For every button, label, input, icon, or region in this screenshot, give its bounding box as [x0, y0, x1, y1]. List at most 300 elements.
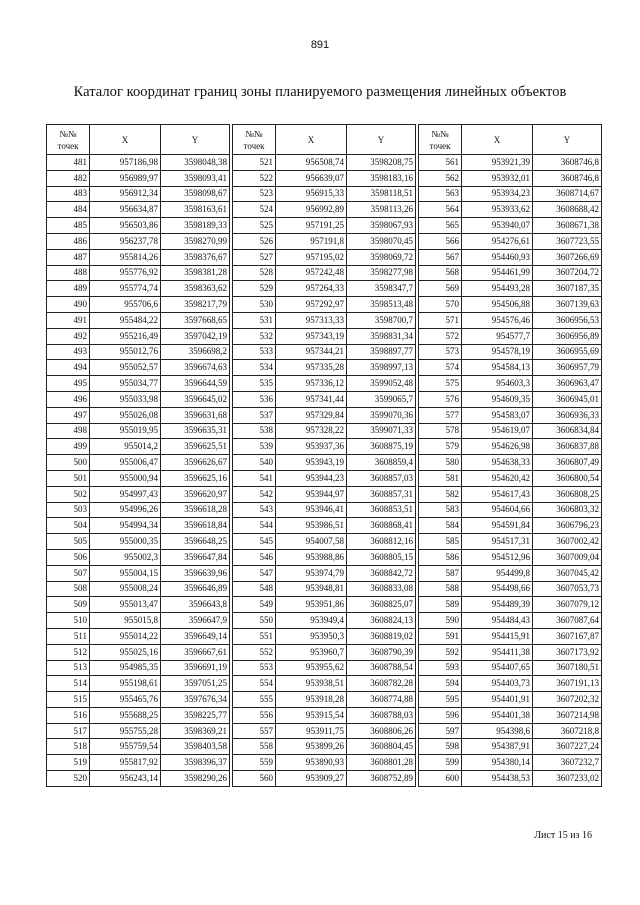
- table-row: [419, 455, 602, 471]
- point-number-cell: 511: [47, 628, 90, 644]
- point-number-cell: 562: [419, 170, 462, 186]
- table-row: [233, 202, 416, 218]
- y-coordinate-cell: 3607214,98: [533, 707, 602, 723]
- point-number-header: №№ точек: [47, 125, 90, 155]
- y-coordinate-cell: 3598376,67: [161, 249, 230, 265]
- table-header-row: [47, 125, 230, 155]
- x-coordinate-cell: 955817,92: [90, 755, 161, 771]
- x-coordinate-cell: 954994,34: [90, 518, 161, 534]
- y-coordinate-cell: 3596639,96: [161, 565, 230, 581]
- y-coordinate-cell: 3596618,84: [161, 518, 230, 534]
- point-number-cell: 526: [233, 233, 276, 249]
- y-coordinate-cell: 3607232,7: [533, 755, 602, 771]
- table-row: [233, 233, 416, 249]
- point-number-cell: 580: [419, 455, 462, 471]
- table-row: [419, 534, 602, 550]
- table-row: [233, 581, 416, 597]
- table-row: [47, 202, 230, 218]
- point-number-cell: 531: [233, 312, 276, 328]
- y-coordinate-cell: 3607266,69: [533, 249, 602, 265]
- table-row: [47, 707, 230, 723]
- table-row: [47, 423, 230, 439]
- point-number-cell: 589: [419, 597, 462, 613]
- table-row: [47, 518, 230, 534]
- coordinates-table-2: [232, 124, 416, 787]
- x-coordinate-cell: 957191,8: [276, 233, 347, 249]
- table-row: [47, 265, 230, 281]
- x-coordinate-cell: 955026,08: [90, 407, 161, 423]
- point-number-cell: 564: [419, 202, 462, 218]
- y-coordinate-cell: 3598270,99: [161, 233, 230, 249]
- point-number-cell: 579: [419, 439, 462, 455]
- point-number-cell: 497: [47, 407, 90, 423]
- x-coordinate-cell: 957343,19: [276, 328, 347, 344]
- x-coordinate-cell: 956508,74: [276, 155, 347, 171]
- x-coordinate-cell: 955014,2: [90, 439, 161, 455]
- x-coordinate-cell: 955776,92: [90, 265, 161, 281]
- y-coordinate-cell: 3598048,38: [161, 155, 230, 171]
- table-row: [233, 360, 416, 376]
- point-number-cell: 509: [47, 597, 90, 613]
- table-row: [233, 755, 416, 771]
- x-coordinate-cell: 954578,19: [462, 344, 533, 360]
- point-number-cell: 501: [47, 470, 90, 486]
- point-number-cell: 597: [419, 723, 462, 739]
- x-coordinate-cell: 957313,33: [276, 312, 347, 328]
- y-coordinate-cell: 3598513,48: [347, 297, 416, 313]
- y-coordinate-cell: 3596667,61: [161, 644, 230, 660]
- table-row: [419, 186, 602, 202]
- x-coordinate-cell: 956237,78: [90, 233, 161, 249]
- y-coordinate-cell: 3596648,25: [161, 534, 230, 550]
- point-number-cell: 575: [419, 376, 462, 392]
- table-row: [419, 676, 602, 692]
- x-coordinate-cell: 954638,33: [462, 455, 533, 471]
- point-number-cell: 530: [233, 297, 276, 313]
- y-coordinate-cell: 3596644,59: [161, 376, 230, 392]
- y-coordinate-cell: 3598831,34: [347, 328, 416, 344]
- table-row: [419, 707, 602, 723]
- table-row: [419, 581, 602, 597]
- x-coordinate-cell: 955013,47: [90, 597, 161, 613]
- table-row: [419, 297, 602, 313]
- point-number-cell: 591: [419, 628, 462, 644]
- table-row: [233, 376, 416, 392]
- point-number-cell: 481: [47, 155, 90, 171]
- table-row: [47, 644, 230, 660]
- y-coordinate-cell: 3607139,63: [533, 297, 602, 313]
- y-coordinate-cell: 3607053,73: [533, 581, 602, 597]
- x-coordinate-cell: 956243,14: [90, 771, 161, 787]
- point-number-cell: 560: [233, 771, 276, 787]
- y-coordinate-cell: 3608825,07: [347, 597, 416, 613]
- x-coordinate-cell: 954499,8: [462, 565, 533, 581]
- x-coordinate-cell: 954498,66: [462, 581, 533, 597]
- point-number-cell: 490: [47, 297, 90, 313]
- x-coordinate-cell: 954401,91: [462, 692, 533, 708]
- point-number-cell: 496: [47, 391, 90, 407]
- y-coordinate-cell: 3596635,31: [161, 423, 230, 439]
- y-coordinate-cell: 3596626,67: [161, 455, 230, 471]
- y-coordinate-cell: 3607204,72: [533, 265, 602, 281]
- x-coordinate-cell: 956639,07: [276, 170, 347, 186]
- point-number-cell: 582: [419, 486, 462, 502]
- x-coordinate-cell: 953909,27: [276, 771, 347, 787]
- point-number-cell: 559: [233, 755, 276, 771]
- table-row: [419, 439, 602, 455]
- point-number-cell: 537: [233, 407, 276, 423]
- y-coordinate-cell: 3598208,75: [347, 155, 416, 171]
- table-row: [233, 676, 416, 692]
- table-row: [47, 155, 230, 171]
- table-row: [419, 407, 602, 423]
- x-coordinate-cell: 957292,97: [276, 297, 347, 313]
- table-row: [419, 360, 602, 376]
- x-coordinate-cell: 954577,7: [462, 328, 533, 344]
- point-number-cell: 487: [47, 249, 90, 265]
- y-coordinate-cell: 3599071,33: [347, 423, 416, 439]
- point-number-cell: 489: [47, 281, 90, 297]
- sheet-info: Лист 15 из 16: [534, 830, 592, 841]
- y-coordinate-cell: 3608859,4: [347, 455, 416, 471]
- point-number-cell: 516: [47, 707, 90, 723]
- point-number-cell: 547: [233, 565, 276, 581]
- point-number-cell: 499: [47, 439, 90, 455]
- table-row: [47, 534, 230, 550]
- x-coordinate-cell: 957191,25: [276, 218, 347, 234]
- point-number-cell: 484: [47, 202, 90, 218]
- x-coordinate-cell: 954411,38: [462, 644, 533, 660]
- point-number-cell: 590: [419, 613, 462, 629]
- x-coordinate-cell: 953918,28: [276, 692, 347, 708]
- table-row: [419, 233, 602, 249]
- table-row: [233, 644, 416, 660]
- x-coordinate-cell: 954380,14: [462, 755, 533, 771]
- x-coordinate-cell: 956503,86: [90, 218, 161, 234]
- y-coordinate-cell: 3608746,8: [533, 155, 602, 171]
- y-coordinate-cell: 3606796,23: [533, 518, 602, 534]
- table-row: [419, 692, 602, 708]
- point-number-cell: 551: [233, 628, 276, 644]
- point-number-cell: 510: [47, 613, 90, 629]
- x-coordinate-cell: 955025,16: [90, 644, 161, 660]
- x-coordinate-cell: 954617,43: [462, 486, 533, 502]
- y-coordinate-cell: 3598217,79: [161, 297, 230, 313]
- table-row: [47, 660, 230, 676]
- table-row: [233, 170, 416, 186]
- y-coordinate-cell: 3598381,28: [161, 265, 230, 281]
- point-number-cell: 534: [233, 360, 276, 376]
- x-coordinate-cell: 955052,57: [90, 360, 161, 376]
- table-row: [419, 376, 602, 392]
- table-row: [419, 328, 602, 344]
- y-coordinate-cell: 3598347,7: [347, 281, 416, 297]
- y-coordinate-cell: 3598225,77: [161, 707, 230, 723]
- y-coordinate-cell: 3607173,92: [533, 644, 602, 660]
- x-coordinate-cell: 955814,26: [90, 249, 161, 265]
- x-coordinate-cell: 954517,31: [462, 534, 533, 550]
- x-coordinate-cell: 955198,61: [90, 676, 161, 692]
- y-coordinate-cell: 3598163,61: [161, 202, 230, 218]
- table-row: [47, 486, 230, 502]
- y-coordinate-cell: 3607045,42: [533, 565, 602, 581]
- table-row: [47, 312, 230, 328]
- table-row: [419, 249, 602, 265]
- table-row: [47, 470, 230, 486]
- x-coordinate-cell: 953932,01: [462, 170, 533, 186]
- x-coordinate-cell: 953938,51: [276, 676, 347, 692]
- table-header-row: [419, 125, 602, 155]
- y-coordinate-cell: 3608819,02: [347, 628, 416, 644]
- table-row: [419, 613, 602, 629]
- x-coordinate-cell: 954007,58: [276, 534, 347, 550]
- x-coordinate-cell: 955000,35: [90, 534, 161, 550]
- x-coordinate-cell: 955033,98: [90, 391, 161, 407]
- y-coordinate-cell: 3607233,02: [533, 771, 602, 787]
- table-row: [233, 549, 416, 565]
- table-row: [233, 692, 416, 708]
- point-number-cell: 578: [419, 423, 462, 439]
- page-number: 891: [310, 39, 330, 51]
- table-row: [47, 360, 230, 376]
- point-number-cell: 556: [233, 707, 276, 723]
- point-number-header: №№ точек: [233, 125, 276, 155]
- point-number-cell: 494: [47, 360, 90, 376]
- y-coordinate-cell: 3608782,28: [347, 676, 416, 692]
- point-number-cell: 585: [419, 534, 462, 550]
- point-number-cell: 569: [419, 281, 462, 297]
- point-number-cell: 576: [419, 391, 462, 407]
- table-row: [47, 739, 230, 755]
- point-number-header: №№ точек: [419, 125, 462, 155]
- point-number-cell: 594: [419, 676, 462, 692]
- x-coordinate-cell: 953937,36: [276, 439, 347, 455]
- table-row: [47, 692, 230, 708]
- table-row: [419, 202, 602, 218]
- table-row: [47, 502, 230, 518]
- y-coordinate-cell: 3607180,51: [533, 660, 602, 676]
- y-coordinate-cell: 3598363,62: [161, 281, 230, 297]
- table-row: [419, 265, 602, 281]
- table-row: [47, 328, 230, 344]
- point-number-cell: 592: [419, 644, 462, 660]
- y-coordinate-cell: 3608788,03: [347, 707, 416, 723]
- table-row: [233, 265, 416, 281]
- x-coordinate-cell: 954407,65: [462, 660, 533, 676]
- table-row: [233, 455, 416, 471]
- x-coordinate-cell: 954493,28: [462, 281, 533, 297]
- table-row: [419, 344, 602, 360]
- table-row: [419, 723, 602, 739]
- x-coordinate-cell: 957344,21: [276, 344, 347, 360]
- point-number-cell: 495: [47, 376, 90, 392]
- x-coordinate-cell: 953949,4: [276, 613, 347, 629]
- table-row: [233, 470, 416, 486]
- x-coordinate-cell: 955012,76: [90, 344, 161, 360]
- y-coordinate-cell: 3607202,32: [533, 692, 602, 708]
- x-coordinate-cell: 953946,41: [276, 502, 347, 518]
- x-coordinate-cell: 956992,89: [276, 202, 347, 218]
- point-number-cell: 488: [47, 265, 90, 281]
- table-row: [419, 518, 602, 534]
- y-coordinate-cell: 3607002,42: [533, 534, 602, 550]
- x-coordinate-cell: 953950,3: [276, 628, 347, 644]
- point-number-cell: 555: [233, 692, 276, 708]
- point-number-cell: 493: [47, 344, 90, 360]
- table-row: [47, 581, 230, 597]
- table-row: [419, 628, 602, 644]
- point-number-cell: 572: [419, 328, 462, 344]
- y-coordinate-cell: 3598069,72: [347, 249, 416, 265]
- x-coordinate-cell: 955000,94: [90, 470, 161, 486]
- table-row: [47, 597, 230, 613]
- x-coordinate-cell: 953988,86: [276, 549, 347, 565]
- y-coordinate-cell: 3598070,45: [347, 233, 416, 249]
- x-coordinate-cell: 955002,3: [90, 549, 161, 565]
- x-coordinate-cell: 954985,35: [90, 660, 161, 676]
- table-row: [47, 723, 230, 739]
- x-coordinate-cell: 954584,13: [462, 360, 533, 376]
- table-row: [233, 723, 416, 739]
- y-coordinate-cell: 3608868,41: [347, 518, 416, 534]
- table-row: [233, 249, 416, 265]
- table-row: [419, 597, 602, 613]
- y-header: Y: [347, 125, 416, 155]
- point-number-cell: 525: [233, 218, 276, 234]
- table-row: [233, 628, 416, 644]
- table-row: [419, 644, 602, 660]
- y-coordinate-cell: 3608801,28: [347, 755, 416, 771]
- table-row: [47, 376, 230, 392]
- x-coordinate-cell: 953890,93: [276, 755, 347, 771]
- table-row: [233, 312, 416, 328]
- table-row: [47, 233, 230, 249]
- table-row: [233, 739, 416, 755]
- point-number-cell: 557: [233, 723, 276, 739]
- table-row: [419, 502, 602, 518]
- x-coordinate-cell: 953933,62: [462, 202, 533, 218]
- table-row: [419, 312, 602, 328]
- point-number-cell: 504: [47, 518, 90, 534]
- table-row: [47, 439, 230, 455]
- point-number-cell: 541: [233, 470, 276, 486]
- y-coordinate-cell: 3608824,13: [347, 613, 416, 629]
- x-coordinate-cell: 954398,6: [462, 723, 533, 739]
- y-coordinate-cell: 3608805,15: [347, 549, 416, 565]
- x-coordinate-cell: 954603,3: [462, 376, 533, 392]
- y-coordinate-cell: 3596646,89: [161, 581, 230, 597]
- y-coordinate-cell: 3598189,33: [161, 218, 230, 234]
- point-number-cell: 554: [233, 676, 276, 692]
- point-number-cell: 506: [47, 549, 90, 565]
- table-row: [419, 660, 602, 676]
- point-number-cell: 587: [419, 565, 462, 581]
- x-coordinate-cell: 957336,12: [276, 376, 347, 392]
- y-coordinate-cell: 3608804,45: [347, 739, 416, 755]
- point-number-cell: 577: [419, 407, 462, 423]
- table-row: [419, 549, 602, 565]
- point-number-cell: 519: [47, 755, 90, 771]
- table-row: [47, 218, 230, 234]
- point-number-cell: 502: [47, 486, 90, 502]
- coordinates-table-1: [46, 124, 230, 787]
- table-row: [233, 534, 416, 550]
- x-coordinate-cell: 954604,66: [462, 502, 533, 518]
- x-coordinate-cell: 955014,22: [90, 628, 161, 644]
- y-coordinate-cell: 3606800,54: [533, 470, 602, 486]
- table-row: [233, 613, 416, 629]
- table-row: [233, 660, 416, 676]
- y-coordinate-cell: 3608788,54: [347, 660, 416, 676]
- x-coordinate-cell: 955216,49: [90, 328, 161, 344]
- table-row: [233, 186, 416, 202]
- y-coordinate-cell: 3607087,64: [533, 613, 602, 629]
- point-number-cell: 563: [419, 186, 462, 202]
- point-number-cell: 485: [47, 218, 90, 234]
- point-number-cell: 521: [233, 155, 276, 171]
- y-coordinate-cell: 3606963,47: [533, 376, 602, 392]
- table-row: [233, 297, 416, 313]
- point-number-cell: 583: [419, 502, 462, 518]
- table-row: [233, 391, 416, 407]
- x-coordinate-cell: 957195,02: [276, 249, 347, 265]
- point-number-cell: 593: [419, 660, 462, 676]
- point-number-cell: 535: [233, 376, 276, 392]
- point-number-cell: 570: [419, 297, 462, 313]
- table-row: [233, 344, 416, 360]
- table-row: [47, 676, 230, 692]
- table-header-row: [233, 125, 416, 155]
- x-coordinate-cell: 955774,74: [90, 281, 161, 297]
- point-number-cell: 552: [233, 644, 276, 660]
- point-number-cell: 558: [233, 739, 276, 755]
- point-number-cell: 571: [419, 312, 462, 328]
- point-number-cell: 553: [233, 660, 276, 676]
- y-coordinate-cell: 3598098,67: [161, 186, 230, 202]
- y-coordinate-cell: 3597676,34: [161, 692, 230, 708]
- x-header: X: [90, 125, 161, 155]
- y-coordinate-cell: 3598396,37: [161, 755, 230, 771]
- x-coordinate-cell: 957329,84: [276, 407, 347, 423]
- point-number-cell: 549: [233, 597, 276, 613]
- x-coordinate-cell: 955004,15: [90, 565, 161, 581]
- point-number-cell: 536: [233, 391, 276, 407]
- x-coordinate-cell: 955706,6: [90, 297, 161, 313]
- point-number-cell: 586: [419, 549, 462, 565]
- x-coordinate-cell: 957264,33: [276, 281, 347, 297]
- x-coordinate-cell: 955015,8: [90, 613, 161, 629]
- point-number-cell: 508: [47, 581, 90, 597]
- x-coordinate-cell: 955759,54: [90, 739, 161, 755]
- point-number-cell: 545: [233, 534, 276, 550]
- table-row: [233, 518, 416, 534]
- y-coordinate-cell: 3606837,88: [533, 439, 602, 455]
- point-number-cell: 598: [419, 739, 462, 755]
- point-number-cell: 532: [233, 328, 276, 344]
- x-coordinate-cell: 954415,91: [462, 628, 533, 644]
- y-coordinate-cell: 3596625,16: [161, 470, 230, 486]
- y-coordinate-cell: 3607079,12: [533, 597, 602, 613]
- y-coordinate-cell: 3608875,19: [347, 439, 416, 455]
- y-coordinate-cell: 3608853,51: [347, 502, 416, 518]
- table-row: [47, 771, 230, 787]
- point-number-cell: 527: [233, 249, 276, 265]
- point-number-cell: 546: [233, 549, 276, 565]
- point-number-cell: 492: [47, 328, 90, 344]
- x-coordinate-cell: 956912,34: [90, 186, 161, 202]
- x-coordinate-cell: 956634,87: [90, 202, 161, 218]
- y-coordinate-cell: 3596620,97: [161, 486, 230, 502]
